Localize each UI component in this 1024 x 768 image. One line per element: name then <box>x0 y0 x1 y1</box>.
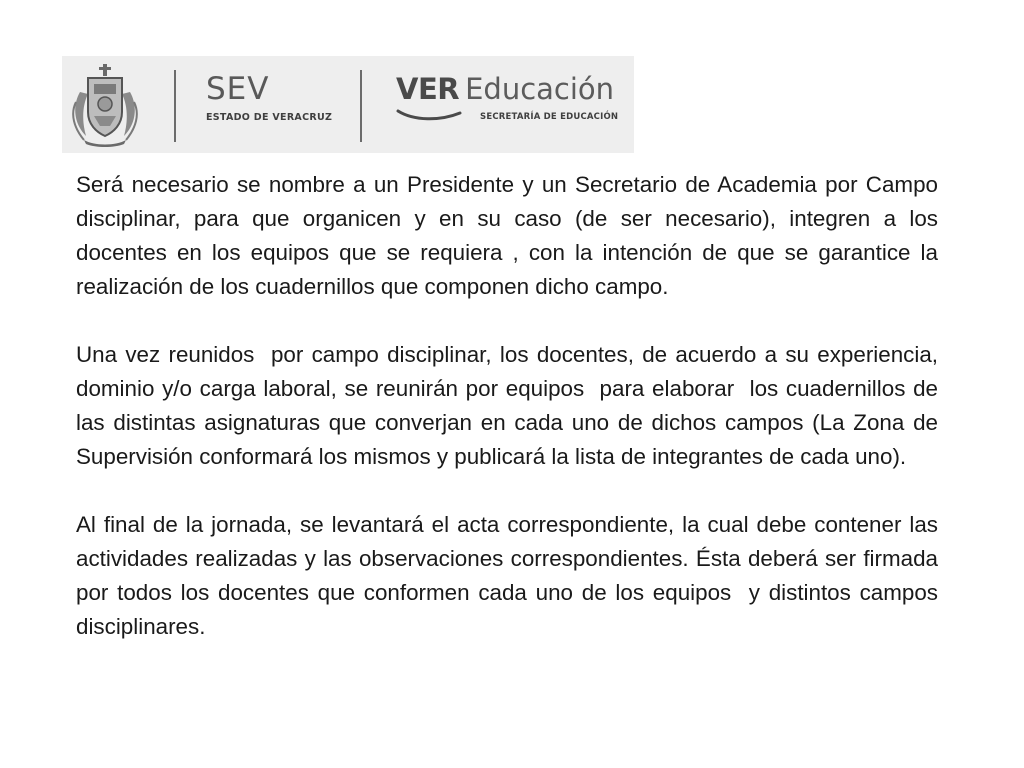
slide-body <box>76 168 945 644</box>
logo-divider <box>174 70 176 142</box>
header-logo-band <box>62 56 634 153</box>
paragraph-acta: Al final de la jornada, se levantará el acta correspondiente, la cual debe contener las actividades realizadas y las observaciones correspondientes. Ésta deberá ser firmada por todos los docentes que conformen cada uno de los equipos y distintos campos disciplinares. <box>76 512 945 639</box>
sev-logo <box>206 72 332 123</box>
ver-logo-subtitle: SECRETARÍA DE EDUCACIÓN <box>480 112 619 122</box>
paragraph-academia: Será necesario se nombre a un Presidente y un Secretario de Academia por Campo disciplinar, para que organicen y en su caso (de ser necesario), integren a los docentes en los equipos que se requiera , con la intención de que se garantice la realización de los cuadernillos que componen dicho campo. <box>76 172 945 299</box>
paragraph-equipos: Una vez reunidos por campo disciplinar, los docentes, de acuerdo a su experiencia, dominio y/o carga laboral, se reunirán por equipos para elaborar los cuadernillos de las distintas asignaturas que converjan en cada uno de dichos campos (La Zona de Supervisión conformará los mismos y publicará la lista de integrantes de cada uno). <box>76 342 945 469</box>
sev-logo-title: SEV <box>206 71 270 107</box>
veracruz-coat-of-arms-icon <box>70 62 140 148</box>
ver-logo-word: VER <box>396 72 460 106</box>
ver-educacion-logo <box>396 72 628 122</box>
logo-divider <box>360 70 362 142</box>
educacion-logo-word: Educación <box>465 72 615 106</box>
sev-logo-subtitle: ESTADO DE VERACRUZ <box>206 112 333 123</box>
ver-swoosh-icon <box>396 108 462 122</box>
